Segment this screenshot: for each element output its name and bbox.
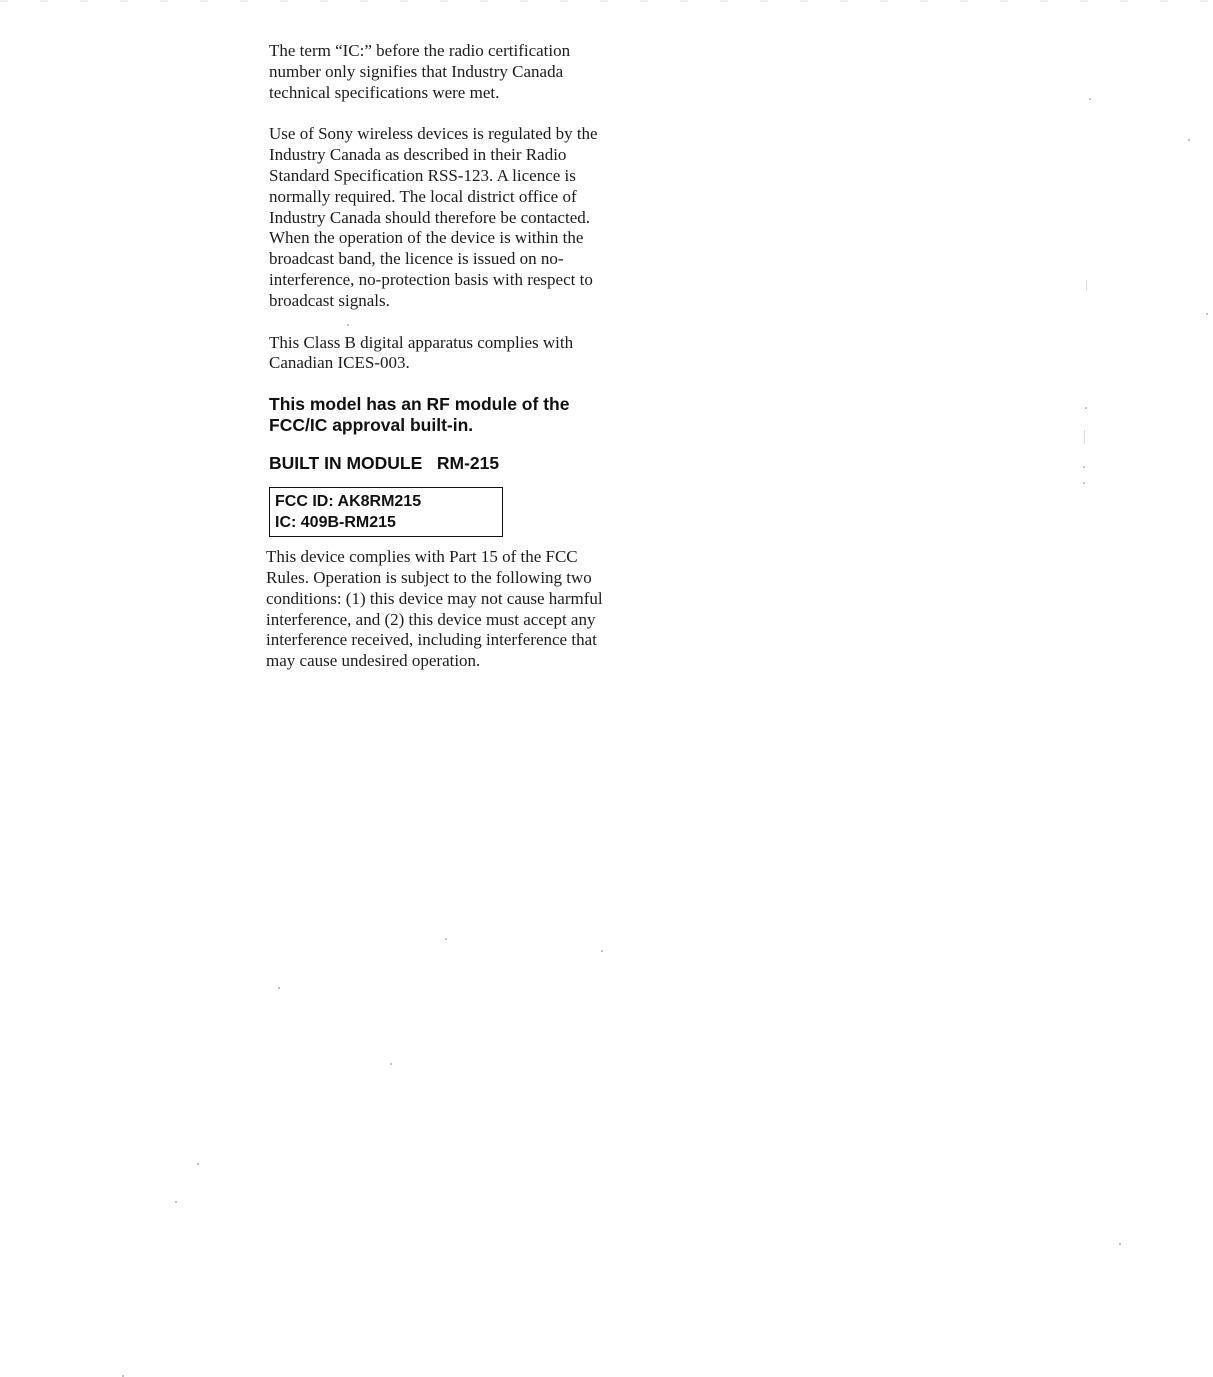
regulation-paragraph: Use of Sony wireless devices is regulated by the Industry Canada as described in their Radio Standard Specification RSS-123. A licence is normally required. The local district office of Industry Canada should therefore be contacted. When the operation of the device is within the broadcast band, the licence is issued on no-interference, no-protection basis with respect to broadcast signals. [269, 124, 598, 310]
scan-mark [1084, 430, 1085, 444]
id-box [269, 487, 503, 537]
scan-speck [1085, 407, 1087, 409]
module-label: BUILT IN MODULE [269, 453, 423, 474]
rf-module-heading: This model has an RF module of the FCC/IC approval built-in. [269, 394, 570, 436]
scan-speck [278, 987, 280, 989]
scan-speck [1089, 98, 1091, 100]
module-model: RM-215 [436, 453, 500, 474]
scan-speck [390, 1063, 392, 1065]
scan-speck [1188, 139, 1190, 141]
scan-edge [0, 0, 1213, 2]
fcc-compliance-paragraph: This device complies with Part 15 of the FCC Rules. Operation is subject to the following two conditions: (1) this device may not cause harmful interference, and (2) this device must accept any interference received, including interference that may cause undesired operation. [266, 547, 603, 671]
scan-speck [1083, 482, 1085, 484]
scan-speck [175, 1201, 177, 1203]
scan-speck [1083, 466, 1085, 468]
scan-speck [1119, 1243, 1121, 1245]
scan-speck [445, 938, 447, 940]
built-in-module-line [269, 453, 609, 474]
text-column [266, 41, 609, 672]
scan-mark [1086, 280, 1087, 290]
scan-speck [197, 1163, 199, 1165]
class-b-paragraph: This Class B digital apparatus complies with Canadian ICES-003. [269, 332, 574, 373]
ic-term-paragraph: The term “IC:” before the radio certification number only signifies that Industry Canada technical specifications were met. [269, 41, 571, 102]
scan-speck [1206, 313, 1208, 315]
scan-speck [347, 324, 349, 326]
scan-speck [122, 1375, 124, 1377]
ic-id: IC: 409B-RM215 [275, 514, 396, 532]
fcc-id: FCC ID: AK8RM215 [275, 493, 422, 511]
scan-speck [601, 950, 603, 952]
